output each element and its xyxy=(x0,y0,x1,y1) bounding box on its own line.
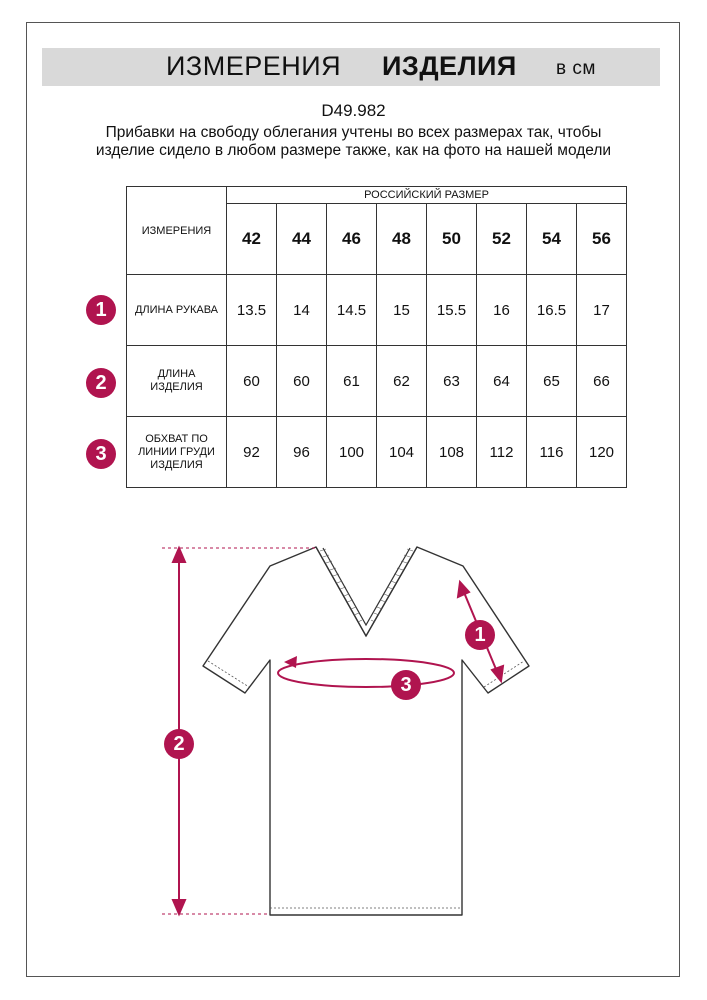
diagram-badge-length: 2 xyxy=(164,729,194,759)
row-badge-sleeve: 1 xyxy=(86,295,116,325)
table-cell: 17 xyxy=(577,275,627,346)
row-badge-length: 2 xyxy=(86,368,116,398)
table-cell: 15.5 xyxy=(427,275,477,346)
table-cell: 14.5 xyxy=(327,275,377,346)
fit-note: Прибавки на свободу облегания учтены во всех размерах так, чтобы изделие сидело в любом размере также, как на фото на нашей модели xyxy=(95,124,612,159)
size-header: 50 xyxy=(427,204,477,275)
table-cell: 96 xyxy=(277,417,327,488)
table-cell: 116 xyxy=(527,417,577,488)
table-cell: 108 xyxy=(427,417,477,488)
row-label: ДЛИНА РУКАВА xyxy=(127,275,227,346)
table-cell: 62 xyxy=(377,346,427,417)
table-cell: 16 xyxy=(477,275,527,346)
article-number: D49.982 xyxy=(321,101,386,120)
header-unit: в см xyxy=(556,58,596,79)
table-cell: 16.5 xyxy=(527,275,577,346)
size-header: 46 xyxy=(327,204,377,275)
tshirt-outline xyxy=(203,547,529,915)
size-group-label: РОССИЙСКИЙ РАЗМЕР xyxy=(227,187,627,204)
table-cell: 14 xyxy=(277,275,327,346)
table-cell: 61 xyxy=(327,346,377,417)
table-cell: 60 xyxy=(277,346,327,417)
row-label: ОБХВАТ ПО ЛИНИИ ГРУДИ ИЗДЕЛИЯ xyxy=(127,417,227,488)
diagram-badge-chest: 3 xyxy=(391,670,421,700)
table-cell: 15 xyxy=(377,275,427,346)
table-cell: 120 xyxy=(577,417,627,488)
table-cell: 64 xyxy=(477,346,527,417)
size-header: 56 xyxy=(577,204,627,275)
table-cell: 66 xyxy=(577,346,627,417)
table-cell: 112 xyxy=(477,417,527,488)
table-cell: 92 xyxy=(227,417,277,488)
diagram-badge-sleeve: 1 xyxy=(465,620,495,650)
table-cell: 104 xyxy=(377,417,427,488)
size-header: 44 xyxy=(277,204,327,275)
size-header: 52 xyxy=(477,204,527,275)
size-header: 54 xyxy=(527,204,577,275)
table-cell: 13.5 xyxy=(227,275,277,346)
table-cell: 63 xyxy=(427,346,477,417)
row-badge-chest: 3 xyxy=(86,439,116,469)
size-header: 48 xyxy=(377,204,427,275)
table-cell: 100 xyxy=(327,417,377,488)
header-word-product: ИЗДЕЛИЯ xyxy=(382,51,517,81)
row-label: ДЛИНА ИЗДЕЛИЯ xyxy=(127,346,227,417)
header-word-measurements: ИЗМЕРЕНИЯ xyxy=(166,51,342,81)
table-cell: 60 xyxy=(227,346,277,417)
table-cell: 65 xyxy=(527,346,577,417)
corner-label: ИЗМЕРЕНИЯ xyxy=(127,187,227,275)
size-header: 42 xyxy=(227,204,277,275)
